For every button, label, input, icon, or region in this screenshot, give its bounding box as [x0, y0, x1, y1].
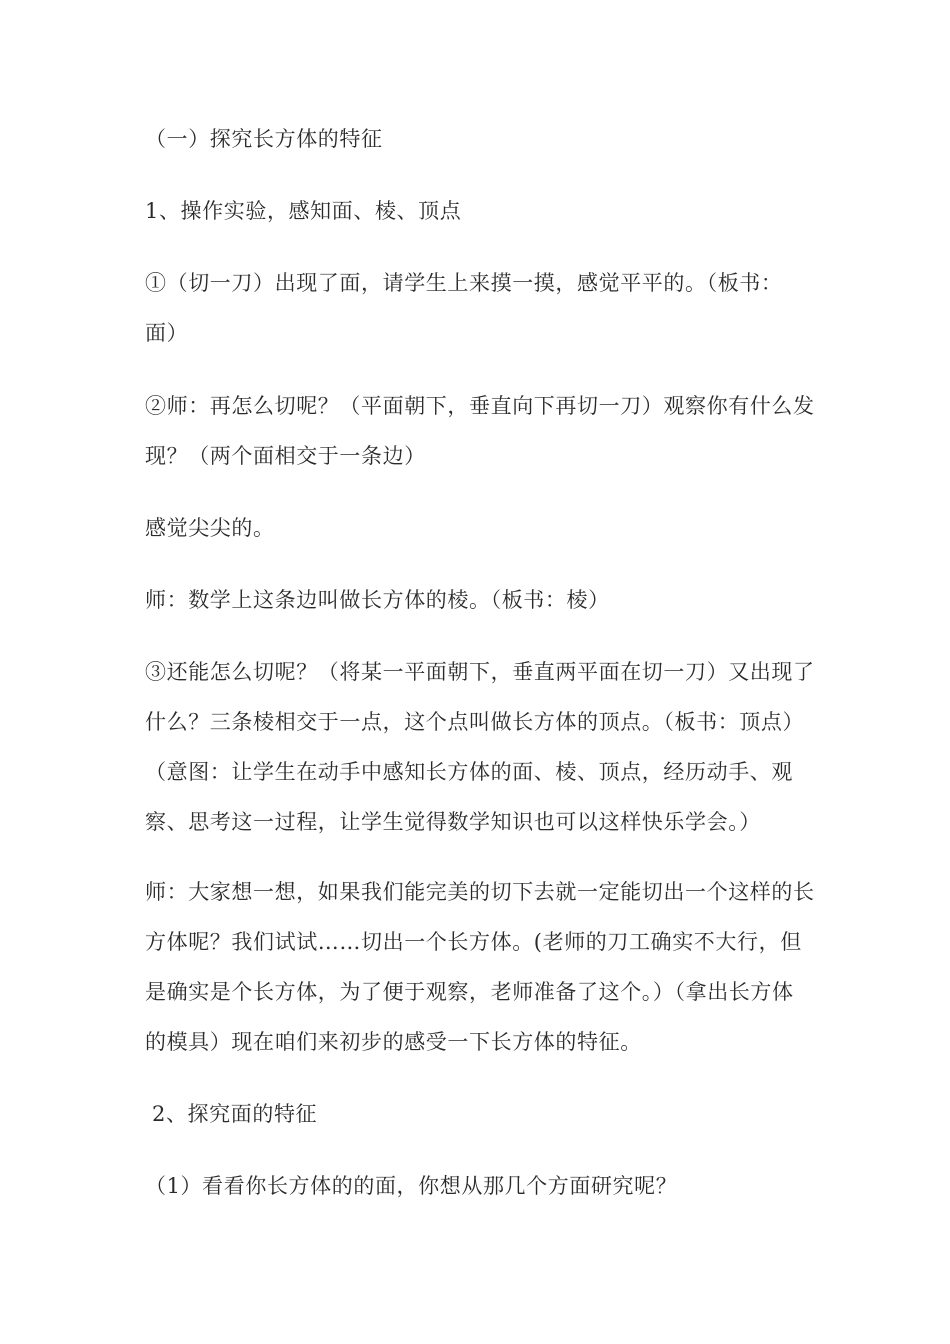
subsection-heading-1: 1、操作实验，感知面、棱、顶点 [145, 199, 462, 223]
section-heading: （一）探究长方体的特征 [145, 127, 383, 151]
paragraph-4: 师：数学上这条边叫做长方体的棱。（板书：棱） [145, 588, 610, 612]
subsection-heading-2: 2、探究面的特征 [152, 1102, 318, 1126]
paragraph-5: ③还能怎么切呢？（将某一平面朝下，垂直两平面在切一刀）又出现了什么？三条棱相交于一点，这个点叫做长方体的顶点。（板书：顶点）（意图：让学生在动手中感知长方体的面、棱、顶点，经历动手、观察、思考这一过程，让学生觉得数学知识也可以这样快乐学会。） [145, 660, 815, 834]
paragraph-2: ②师：再怎么切呢？（平面朝下，垂直向下再切一刀）观察你有什么发现？（两个面相交于一条边） [145, 394, 815, 468]
paragraph-7: （1）看看你长方体的的面，你想从那几个方面研究呢？ [145, 1174, 678, 1198]
paragraph-3: 感觉尖尖的。 [145, 516, 275, 540]
paragraph-6: 师：大家想一想，如果我们能完美的切下去就一定能切出一个这样的长方体呢？我们试试……切出一个长方体。(老师的刀工确实不大行，但是确实是个长方体，为了便于观察，老师准备了这个。）（拿出长方体的模具）现在咱们来初步的感受一下长方体的特征。 [145, 880, 815, 1054]
paragraph-1: ①（切一刀）出现了面，请学生上来摸一摸，感觉平平的。（板书：面） [145, 271, 783, 345]
